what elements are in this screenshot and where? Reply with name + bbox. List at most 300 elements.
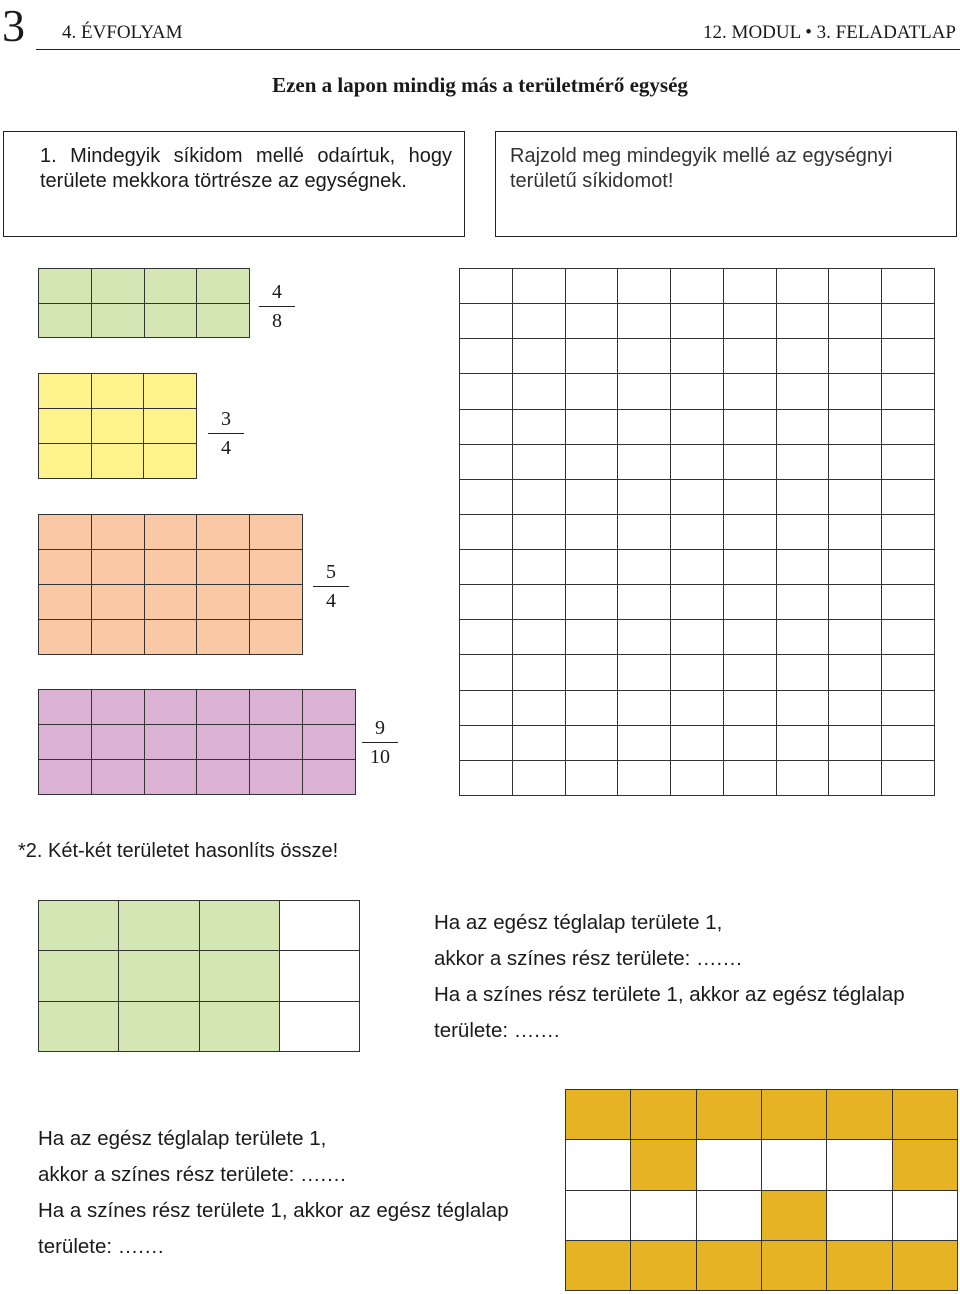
drawing-grid-cell <box>882 550 935 585</box>
fraction-2 <box>208 407 244 460</box>
shape-4-row <box>39 690 356 725</box>
drawing-grid-row <box>460 620 935 655</box>
task1-instruction: 1. Mindegyik síkidom mellé odaírtuk, hogy területe mekkora törtrésze az egységnek. <box>40 145 452 192</box>
compare-grid-2-body <box>566 1090 958 1291</box>
shape-4-cell <box>144 760 197 795</box>
drawing-grid-cell <box>460 304 513 339</box>
compare-text-1-line2: akkor a színes rész területe: ….… <box>434 947 743 970</box>
shape-2-cell <box>39 444 92 479</box>
compare-grid-2-cell <box>892 1240 957 1290</box>
shape-3-cell <box>197 620 250 655</box>
shape-4-cell <box>91 725 144 760</box>
compare-grid-2-cell <box>892 1190 957 1240</box>
compare-grid-2-cell <box>566 1190 631 1240</box>
drawing-grid-cell <box>723 374 776 409</box>
shape-grid-3 <box>38 514 303 655</box>
compare-grid-1-cell <box>39 951 119 1001</box>
shape-1-cell <box>197 303 250 338</box>
shape-3-cell <box>250 620 303 655</box>
shape-1-cell <box>144 269 197 304</box>
drawing-grid-cell <box>512 304 565 339</box>
fraction-1 <box>259 280 295 333</box>
shape-3-row <box>39 515 303 550</box>
shape-3-cell <box>144 585 197 620</box>
drawing-grid-row <box>460 409 935 444</box>
compare-grid-1-row <box>39 1001 360 1051</box>
drawing-grid-cell <box>776 339 829 374</box>
drawing-grid-cell <box>723 620 776 655</box>
drawing-grid-row <box>460 269 935 304</box>
drawing-grid-cell <box>882 374 935 409</box>
drawing-grid-cell <box>565 655 618 690</box>
drawing-grid-cell <box>512 339 565 374</box>
drawing-grid-cell <box>882 304 935 339</box>
drawing-grid-cell <box>829 444 882 479</box>
fraction-1-denominator: 8 <box>272 310 282 332</box>
drawing-grid-cell <box>829 269 882 304</box>
shape-2-cell <box>144 444 197 479</box>
drawing-grid-cell <box>512 550 565 585</box>
shape-2-cell <box>144 409 197 444</box>
compare-grid-1-cell <box>199 1001 279 1051</box>
compare-grid-2-cell <box>761 1140 826 1190</box>
fraction-3-denominator: 4 <box>326 590 336 612</box>
drawing-grid-cell <box>829 585 882 620</box>
shape-grid-4 <box>38 689 356 795</box>
drawing-grid-cell <box>618 339 671 374</box>
compare-grid-2 <box>565 1089 958 1291</box>
compare-grid-2-cell <box>566 1090 631 1140</box>
drawing-grid-cell <box>723 690 776 725</box>
task1-instruction-box <box>3 131 465 237</box>
drawing-grid-cell <box>565 269 618 304</box>
shape-grid-4-body <box>39 690 356 795</box>
drawing-grid-cell <box>618 479 671 514</box>
drawing-grid-row <box>460 444 935 479</box>
compare-grid-2-row <box>566 1190 958 1240</box>
compare-grid-2-cell <box>827 1240 892 1290</box>
drawing-grid-cell <box>671 269 724 304</box>
drawing-grid-cell <box>671 444 724 479</box>
drawing-grid-row <box>460 374 935 409</box>
drawing-grid-cell <box>512 409 565 444</box>
compare-grid-2-cell <box>761 1240 826 1290</box>
compare-grid-1-row <box>39 901 360 951</box>
shape-4-cell <box>39 760 92 795</box>
drawing-grid-cell <box>776 725 829 760</box>
drawing-grid-cell <box>565 304 618 339</box>
shape-4-cell <box>144 690 197 725</box>
drawing-grid-cell <box>776 655 829 690</box>
fraction-4 <box>362 716 398 769</box>
drawing-grid-cell <box>882 690 935 725</box>
drawing-grid-cell <box>776 374 829 409</box>
compare-grid-2-cell <box>827 1190 892 1240</box>
compare-grid-2-cell <box>631 1090 696 1140</box>
drawing-grid-cell <box>460 550 513 585</box>
shape-2-cell <box>91 374 144 409</box>
drawing-grid-cell <box>460 620 513 655</box>
compare-grid-2-cell <box>696 1240 761 1290</box>
compare-grid-1-cell <box>39 1001 119 1051</box>
drawing-grid-cell <box>512 585 565 620</box>
drawing-grid-cell <box>829 725 882 760</box>
drawing-grid-cell <box>671 760 724 795</box>
shape-3-cell <box>39 585 92 620</box>
shape-grid-1-body <box>39 269 250 338</box>
drawing-grid-cell <box>460 269 513 304</box>
fraction-3 <box>313 560 349 613</box>
compare-grid-1-cell <box>119 1001 199 1051</box>
compare-grid-1-cell <box>199 951 279 1001</box>
drawing-grid-cell <box>882 269 935 304</box>
shape-2-row <box>39 409 197 444</box>
task1-prompt: Rajzold meg mindegyik mellé az egységnyi területű síkidomot! <box>510 145 893 192</box>
shape-4-cell <box>250 760 303 795</box>
drawing-grid-cell <box>882 479 935 514</box>
shape-1-cell <box>91 269 144 304</box>
drawing-grid-cell <box>565 760 618 795</box>
drawing-grid-cell <box>618 304 671 339</box>
shape-1-cell <box>197 269 250 304</box>
shape-3-cell <box>250 515 303 550</box>
drawing-grid-cell <box>882 760 935 795</box>
drawing-grid-cell <box>829 550 882 585</box>
task1-prompt-box <box>495 131 957 237</box>
drawing-grid-cell <box>882 444 935 479</box>
compare-text-1-line4: területe: ….… <box>434 1019 561 1042</box>
drawing-grid-cell <box>618 269 671 304</box>
drawing-grid-body <box>460 269 935 796</box>
compare-text-2 <box>38 1121 558 1265</box>
shape-3-cell <box>250 550 303 585</box>
shape-2-cell <box>39 409 92 444</box>
shape-1-cell <box>144 303 197 338</box>
shape-grid-2-body <box>39 374 197 479</box>
drawing-grid-cell <box>723 479 776 514</box>
shape-4-cell <box>250 725 303 760</box>
drawing-grid-cell <box>829 690 882 725</box>
compare-grid-1-cell <box>279 951 359 1001</box>
compare-grid-2-row <box>566 1240 958 1290</box>
drawing-grid-cell <box>776 304 829 339</box>
shape-3-row <box>39 585 303 620</box>
drawing-grid-cell <box>460 339 513 374</box>
page-title: Ezen a lapon mindig más a területmérő egység <box>272 73 688 97</box>
drawing-grid-cell <box>671 304 724 339</box>
shape-grid-3-body <box>39 515 303 655</box>
drawing-grid-cell <box>460 374 513 409</box>
compare-grid-1-cell <box>119 951 199 1001</box>
compare-grid-1-cell <box>39 901 119 951</box>
drawing-grid-cell <box>618 655 671 690</box>
drawing-grid-cell <box>776 760 829 795</box>
drawing-grid-cell <box>671 620 724 655</box>
compare-grid-2-cell <box>761 1090 826 1140</box>
drawing-grid-row <box>460 514 935 549</box>
shape-4-cell <box>303 725 356 760</box>
drawing-grid-cell <box>671 479 724 514</box>
drawing-grid-cell <box>776 585 829 620</box>
shape-grid-1 <box>38 268 250 338</box>
drawing-grid-cell <box>829 514 882 549</box>
fraction-4-denominator: 10 <box>370 746 390 768</box>
drawing-grid-cell <box>460 409 513 444</box>
drawing-grid-cell <box>618 725 671 760</box>
compare-grid-2-cell <box>696 1140 761 1190</box>
fraction-3-bar <box>313 586 349 587</box>
drawing-grid-cell <box>565 514 618 549</box>
drawing-grid-cell <box>829 620 882 655</box>
drawing-grid-cell <box>565 690 618 725</box>
shape-4-cell <box>303 760 356 795</box>
shape-2-cell <box>144 374 197 409</box>
shape-4-row <box>39 760 356 795</box>
drawing-grid-cell <box>565 374 618 409</box>
drawing-grid-cell <box>882 339 935 374</box>
drawing-grid-cell <box>829 304 882 339</box>
drawing-grid-cell <box>460 479 513 514</box>
fraction-1-numerator: 4 <box>272 281 282 303</box>
drawing-grid-row <box>460 690 935 725</box>
drawing-grid-cell <box>723 304 776 339</box>
drawing-grid-cell <box>723 725 776 760</box>
drawing-grid-cell <box>882 655 935 690</box>
drawing-grid-row <box>460 760 935 795</box>
compare-grid-2-row <box>566 1140 958 1190</box>
compare-grid-1-cell <box>279 1001 359 1051</box>
drawing-grid-cell <box>829 655 882 690</box>
drawing-grid-cell <box>829 479 882 514</box>
shape-3-row <box>39 550 303 585</box>
shape-4-cell <box>39 690 92 725</box>
shape-3-cell <box>197 550 250 585</box>
drawing-grid-cell <box>512 269 565 304</box>
fraction-4-numerator: 9 <box>375 717 385 739</box>
compare-grid-2-cell <box>566 1140 631 1190</box>
drawing-grid-cell <box>776 690 829 725</box>
shape-2-row <box>39 374 197 409</box>
shape-3-cell <box>91 515 144 550</box>
shape-4-cell <box>39 725 92 760</box>
drawing-grid-row <box>460 339 935 374</box>
drawing-grid-cell <box>882 725 935 760</box>
compare-text-2-line3: Ha a színes rész területe 1, akkor az egész téglalap <box>38 1199 509 1222</box>
drawing-grid-cell <box>512 655 565 690</box>
drawing-grid-cell <box>829 409 882 444</box>
drawing-grid-cell <box>618 550 671 585</box>
drawing-grid-cell <box>565 409 618 444</box>
drawing-grid-row <box>460 585 935 620</box>
drawing-grid-cell <box>882 620 935 655</box>
drawing-grid-cell <box>776 514 829 549</box>
compare-text-2-line1: Ha az egész téglalap területe 1, <box>38 1127 327 1150</box>
shape-2-cell <box>91 444 144 479</box>
drawing-grid-cell <box>618 514 671 549</box>
shape-3-cell <box>91 585 144 620</box>
drawing-grid-cell <box>671 655 724 690</box>
drawing-grid-row <box>460 479 935 514</box>
drawing-grid-cell <box>618 444 671 479</box>
drawing-grid-cell <box>618 760 671 795</box>
shape-4-cell <box>197 690 250 725</box>
module-label: 12. MODUL • 3. FELADATLAP <box>703 22 956 43</box>
shape-4-row <box>39 725 356 760</box>
drawing-grid-cell <box>618 620 671 655</box>
shape-3-cell <box>197 515 250 550</box>
drawing-grid-cell <box>460 760 513 795</box>
shape-1-row <box>39 303 250 338</box>
shape-2-cell <box>91 409 144 444</box>
drawing-grid-row <box>460 725 935 760</box>
compare-grid-1 <box>38 900 360 1052</box>
drawing-grid-cell <box>776 444 829 479</box>
drawing-grid-cell <box>565 339 618 374</box>
drawing-grid-cell <box>565 620 618 655</box>
shape-4-cell <box>197 725 250 760</box>
fraction-3-numerator: 5 <box>326 561 336 583</box>
drawing-grid-cell <box>512 690 565 725</box>
shape-2-row <box>39 444 197 479</box>
drawing-grid-cell <box>671 374 724 409</box>
compare-grid-2-row <box>566 1090 958 1140</box>
drawing-grid-cell <box>618 409 671 444</box>
fraction-2-bar <box>208 433 244 434</box>
drawing-grid-cell <box>618 585 671 620</box>
compare-grid-2-cell <box>631 1140 696 1190</box>
drawing-grid-cell <box>512 444 565 479</box>
shape-3-row <box>39 620 303 655</box>
drawing-grid-cell <box>460 514 513 549</box>
drawing-grid-cell <box>671 725 724 760</box>
drawing-grid-cell <box>565 550 618 585</box>
shape-3-cell <box>39 515 92 550</box>
drawing-grid-cell <box>512 374 565 409</box>
drawing-grid-cell <box>882 585 935 620</box>
shape-3-cell <box>91 620 144 655</box>
fraction-2-numerator: 3 <box>221 408 231 430</box>
compare-text-1-line3: Ha a színes rész területe 1, akkor az egész téglalap <box>434 983 905 1006</box>
compare-text-2-line4: területe: ….… <box>38 1235 165 1258</box>
shape-4-cell <box>250 690 303 725</box>
shape-grid-2 <box>38 373 197 479</box>
fraction-2-denominator: 4 <box>221 437 231 459</box>
shape-4-cell <box>303 690 356 725</box>
drawing-grid-cell <box>723 585 776 620</box>
shape-3-cell <box>144 620 197 655</box>
compare-grid-1-body <box>39 901 360 1052</box>
compare-grid-2-cell <box>696 1190 761 1240</box>
drawing-grid-cell <box>460 585 513 620</box>
drawing-grid-cell <box>723 655 776 690</box>
drawing-grid-cell <box>618 690 671 725</box>
compare-grid-2-cell <box>827 1090 892 1140</box>
shape-4-cell <box>91 760 144 795</box>
drawing-grid-cell <box>776 269 829 304</box>
drawing-grid-cell <box>882 409 935 444</box>
drawing-grid-cell <box>565 444 618 479</box>
shape-1-row <box>39 269 250 304</box>
shape-3-cell <box>39 550 92 585</box>
compare-grid-2-cell <box>827 1140 892 1190</box>
compare-grid-1-cell <box>119 901 199 951</box>
shape-4-cell <box>91 690 144 725</box>
shape-2-cell <box>39 374 92 409</box>
drawing-grid-cell <box>723 760 776 795</box>
shape-3-cell <box>39 620 92 655</box>
drawing-grid[interactable] <box>459 268 935 796</box>
drawing-grid-cell <box>829 760 882 795</box>
drawing-grid-row <box>460 655 935 690</box>
compare-grid-2-cell <box>696 1090 761 1140</box>
drawing-grid-cell <box>512 725 565 760</box>
compare-text-2-line2: akkor a színes rész területe: ….… <box>38 1163 347 1186</box>
shape-1-cell <box>91 303 144 338</box>
shape-3-cell <box>144 515 197 550</box>
drawing-grid-cell <box>671 585 724 620</box>
shape-3-cell <box>91 550 144 585</box>
drawing-grid-cell <box>723 514 776 549</box>
drawing-grid-cell <box>776 620 829 655</box>
drawing-grid-cell <box>671 339 724 374</box>
drawing-grid-cell <box>512 479 565 514</box>
compare-grid-2-cell <box>566 1240 631 1290</box>
drawing-grid-cell <box>723 550 776 585</box>
drawing-grid-cell <box>723 339 776 374</box>
compare-grid-2-cell <box>631 1240 696 1290</box>
drawing-grid-cell <box>882 514 935 549</box>
compare-text-1 <box>434 905 954 1049</box>
compare-grid-1-cell <box>199 901 279 951</box>
drawing-grid-cell <box>460 725 513 760</box>
drawing-grid-cell <box>723 444 776 479</box>
drawing-grid-cell <box>671 690 724 725</box>
compare-grid-1-cell <box>279 901 359 951</box>
shape-3-cell <box>144 550 197 585</box>
shape-4-cell <box>197 760 250 795</box>
grade-label: 4. ÉVFOLYAM <box>62 22 183 43</box>
shape-3-cell <box>197 585 250 620</box>
shape-1-cell <box>39 303 92 338</box>
drawing-grid-cell <box>460 655 513 690</box>
drawing-grid-row <box>460 304 935 339</box>
drawing-grid-cell <box>671 514 724 549</box>
drawing-grid-cell <box>618 374 671 409</box>
drawing-grid-cell <box>512 514 565 549</box>
shape-4-cell <box>144 725 197 760</box>
shape-3-cell <box>250 585 303 620</box>
drawing-grid-cell <box>565 479 618 514</box>
drawing-grid-cell <box>671 550 724 585</box>
header-divider <box>36 49 960 50</box>
compare-text-1-line1: Ha az egész téglalap területe 1, <box>434 911 723 934</box>
sheet-number: 3 <box>2 0 25 51</box>
drawing-grid-cell <box>512 620 565 655</box>
compare-grid-2-cell <box>892 1090 957 1140</box>
drawing-grid-cell <box>565 585 618 620</box>
shape-1-cell <box>39 269 92 304</box>
drawing-grid-row <box>460 550 935 585</box>
drawing-grid-cell <box>460 444 513 479</box>
compare-grid-2-cell <box>761 1190 826 1240</box>
compare-grid-2-cell <box>631 1190 696 1240</box>
task2-title: *2. Két-két területet hasonlíts össze! <box>18 840 339 862</box>
drawing-grid-cell <box>776 409 829 444</box>
drawing-grid-cell <box>671 409 724 444</box>
compare-grid-2-cell <box>892 1140 957 1190</box>
fraction-4-bar <box>362 742 398 743</box>
drawing-grid-cell <box>829 339 882 374</box>
